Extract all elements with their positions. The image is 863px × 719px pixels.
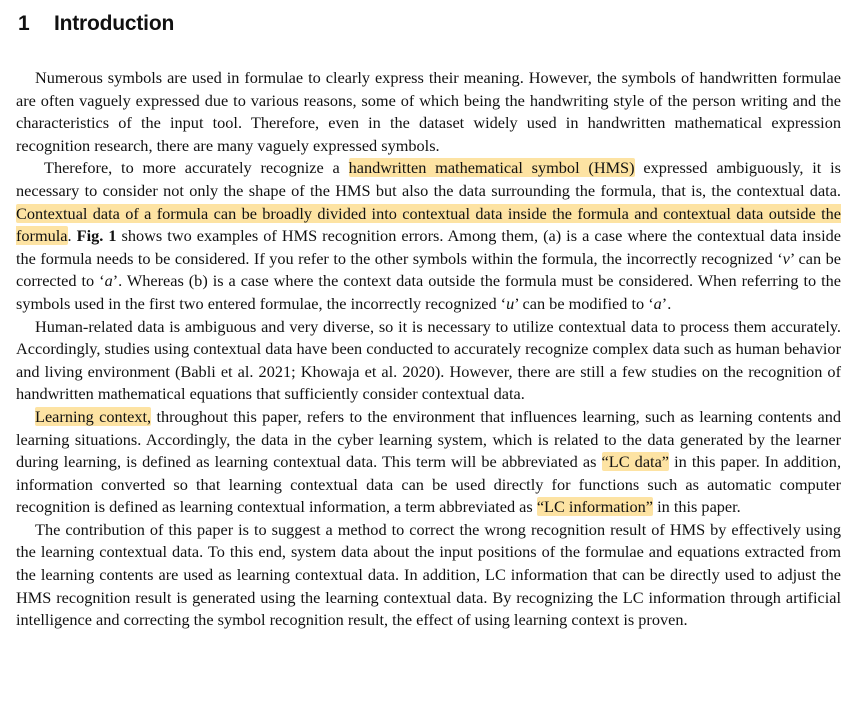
text-span: ’. (661, 293, 672, 313)
text-span: ’ can be modified to ‘ (514, 293, 654, 313)
text-span: throughout this paper, refers to the environment that influences learning, such as learning contents and learning situations. Accordingly, the data in the cyber learning system, which is related to the data generated by the learner during learning, is defined as learning contextual data. This term will be abbreviated as (16, 406, 841, 472)
highlight-hms: handwritten mathematical symbol (HMS) (348, 158, 635, 178)
symbol-a: a (653, 293, 662, 313)
highlight-lc-information: “LC information” (536, 497, 654, 517)
text-span: in this paper. In addition, information converted so that learning contextual data can be used directly for functions such as automatic computer recognition is defined as learning contextual information, a term abbreviated as (16, 452, 842, 517)
text-span: Therefore, to more accurately recognize a (44, 158, 349, 178)
highlight-learning-context: Learning context, (35, 406, 152, 426)
text-span: . (67, 226, 77, 246)
paragraph-2 (16, 157, 841, 315)
symbol-a: a (104, 271, 113, 291)
text-span: expressed ambiguously, it is necessary to consider not only the shape of the HMS but also the data surrounding the formula, that is, the contextual data. (16, 158, 842, 200)
figure-reference: Fig. 1 (76, 226, 117, 246)
text-span: ’ can be corrected to ‘ (16, 248, 841, 291)
highlight-lc-data: “LC data” (601, 452, 670, 472)
text-span: in this paper. (653, 497, 741, 517)
highlight-contextual-data: Contextual data of a formula can be broadly divided into contextual data inside the formula and contextual data outside the formula (16, 203, 841, 246)
section-number: 1 (18, 12, 30, 35)
paragraph-4 (16, 406, 841, 519)
symbol-u: u (506, 293, 515, 313)
text-span: ’. Whereas (b) is a case where the context data outside the formula must be considered. When referring to the symbols used in the first two entered formulae, the incorrectly recognized ‘ (16, 271, 841, 313)
text-span: shows two examples of HMS recognition errors. Among them, (a) is a case where the contextual data inside the formula needs to be considered. If you refer to the other symbols within the formula, the incorrectly recognized ‘ (16, 226, 841, 268)
section-heading (18, 12, 841, 36)
section-title: Introduction (54, 12, 175, 35)
paragraph-3: Human-related data is ambiguous and very diverse, so it is necessary to utilize contextual data to process them accurately. Accordingly, studies using contextual data have been conducted to accurately recognize complex data such as human behavior and living environment (Babli et al. 2021; Khowaja et al. 2020). However, there are still a few studies on the recognition of handwritten mathematical equations that sufficiently consider contextual data. (16, 316, 841, 404)
symbol-v: v (782, 248, 790, 268)
paragraph-1: Numerous symbols are used in formulae to clearly express their meaning. However, the symbols of handwritten formulae are often vaguely expressed due to various reasons, some of which being the handwriting style of the person writing and the characteristics of the input tool. Therefore, even in the dataset widely used in handwritten mathematical expression recognition research, there are many vaguely expressed symbols. (16, 68, 841, 155)
paragraph-5: The contribution of this paper is to suggest a method to correct the wrong recognition result of HMS by effectively using the learning contextual data. To this end, system data about the input positions of the formulae and equations extracted from the learning contents are used as learning contextual data. In addition, LC information that can be directly used to adjust the HMS recognition result is generated using the learning contextual data. By recognizing the LC information through artificial intelligence and correcting the symbol recognition result, the effect of using learning context is proven. (16, 519, 841, 630)
